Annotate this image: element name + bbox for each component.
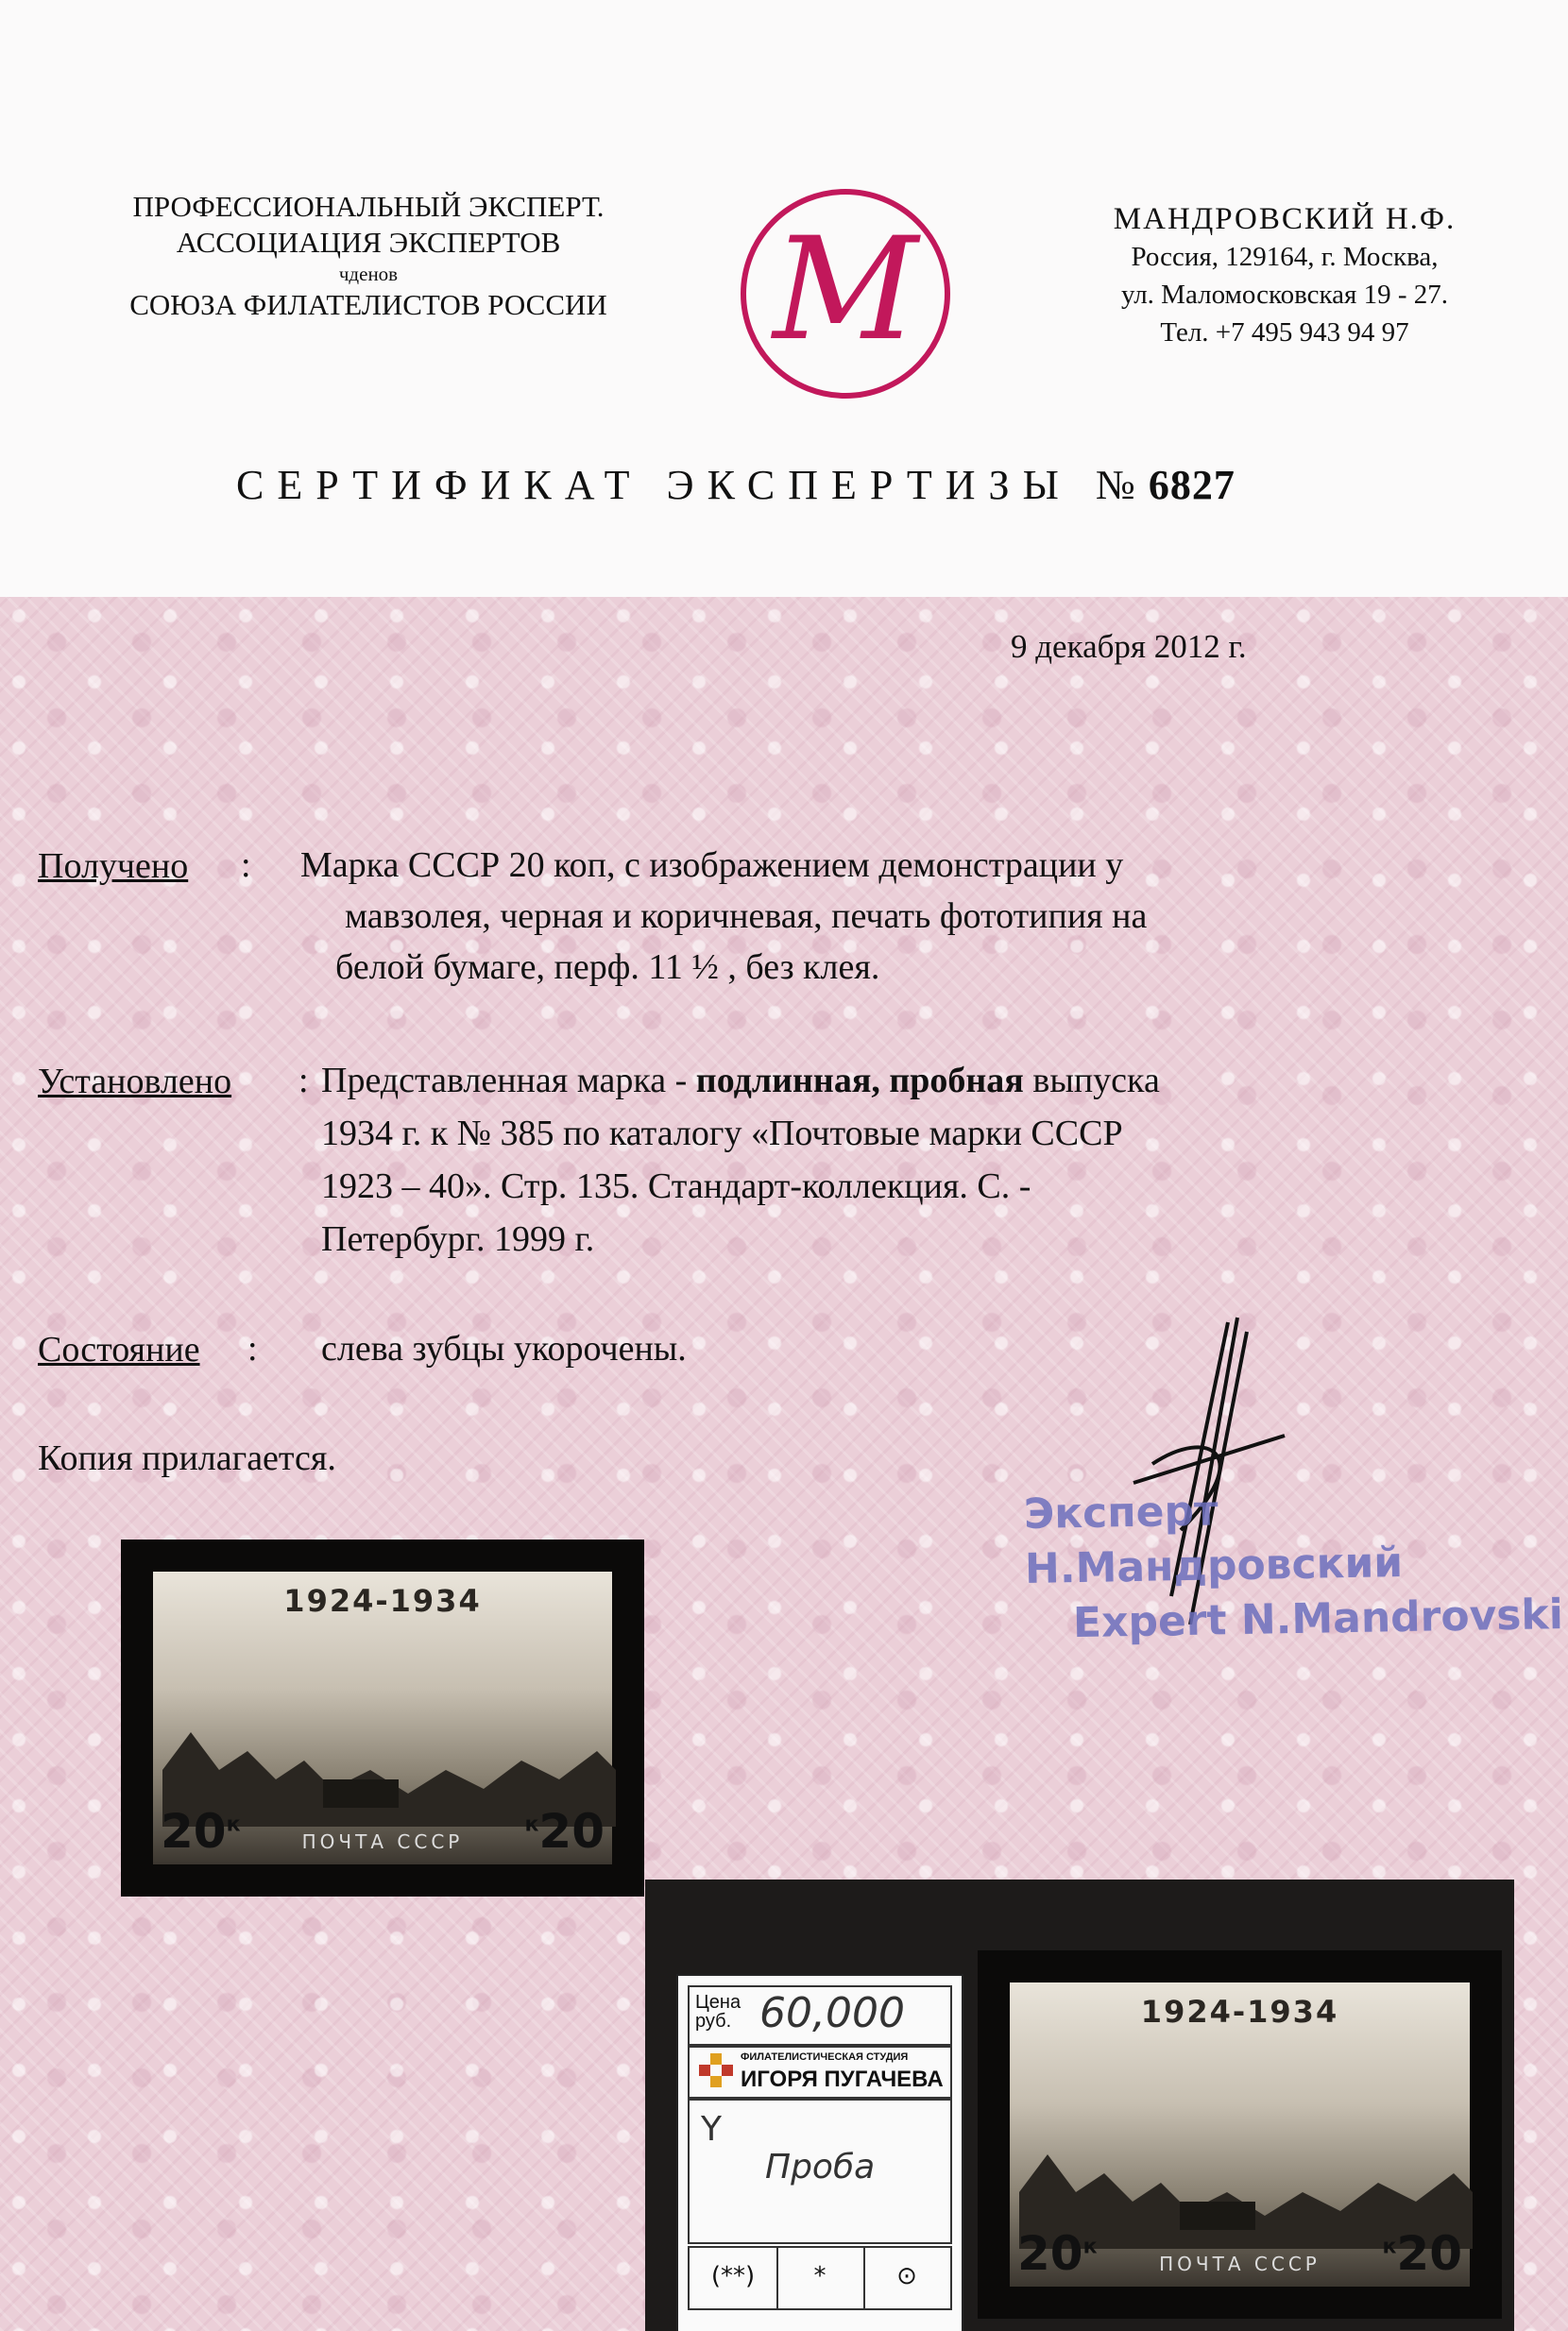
handwritten-mark: Y <box>701 2110 722 2149</box>
price-value: 60,000 <box>759 1989 905 2037</box>
stamp-value-right-number-2: 20 <box>1396 2226 1462 2281</box>
stamp-postal-text-2: ПОЧТА СССР <box>1159 2253 1321 2275</box>
cond-option-used: ⊙ <box>896 2262 917 2290</box>
monogram-logo <box>737 185 954 402</box>
org-line-4: СОЮЗА ФИЛАТЕЛИСТОВ РОССИИ <box>129 288 607 321</box>
logo-letter: М <box>773 208 918 372</box>
stamp-years: 1924-1934 <box>283 1583 482 1619</box>
stamp-value-right <box>524 1804 605 1859</box>
header-expert-contact <box>1039 200 1530 351</box>
expert-stamp <box>1024 1478 1568 1652</box>
header-organization <box>76 189 661 323</box>
established-colon: : <box>298 1061 309 1100</box>
stamp-value-left-number: 20 <box>161 1804 227 1859</box>
stamp-design <box>153 1572 612 1864</box>
stamp-value-left-unit-2: к <box>1082 2235 1098 2259</box>
price-label <box>695 1993 741 2031</box>
stamp-value-right-2 <box>1382 2226 1462 2281</box>
received-line-3: белой бумаге, перф. 11 ½ , без клея. <box>335 947 880 987</box>
price-label-2: руб. <box>695 2011 732 2032</box>
received-colon: : <box>241 845 251 885</box>
cond-option-mh: * <box>776 2248 865 2308</box>
established-verdict: подлинная, пробная <box>695 1061 1024 1100</box>
condition-label-text: Состояние <box>38 1330 200 1370</box>
stamp-years-2: 1924-1934 <box>1140 1994 1339 2030</box>
stamp-original-photo <box>978 1950 1502 2319</box>
condition-options-row <box>688 2246 952 2310</box>
established-line-3: 1923 – 40». Стр. 135. Стандарт-коллекция. С. - <box>321 1166 1031 1206</box>
studio-logo-icon <box>697 2051 735 2089</box>
stamp-value-right-unit: к <box>524 1812 539 1837</box>
established-line-2: 1934 г. к № 385 по каталогу «Почтовые марки СССР <box>321 1114 1123 1153</box>
expert-name: МАНДРОВСКИЙ Н.Ф. <box>1113 202 1457 236</box>
stamp-photo-copy <box>121 1540 644 1897</box>
received-label <box>38 845 188 887</box>
received-line-2: мавзолея, черная и коричневая, печать фототипия на <box>345 896 1148 936</box>
org-line-3: чденов <box>338 263 399 285</box>
stamp-value-left-number-2: 20 <box>1017 2226 1083 2281</box>
certificate-title <box>236 461 1464 509</box>
price-label-1: Цена <box>695 1992 741 2013</box>
condition-colon: : <box>247 1329 258 1369</box>
studio-caption: ФИЛАТЕЛИСТИЧЕСКАЯ СТУДИЯ <box>741 2051 909 2063</box>
certificate-date: 9 декабря 2012 г. <box>1011 628 1247 665</box>
established-line-1 <box>321 1055 1492 1106</box>
org-line-2: АССОЦИАЦИЯ ЭКСПЕРТОВ <box>176 226 561 259</box>
established-line-1-post: выпуска <box>1023 1061 1160 1100</box>
studio-name: ИГОРЯ ПУГАЧЕВА <box>741 2067 944 2092</box>
established-line-4: Петербург. 1999 г. <box>321 1219 595 1259</box>
price-row <box>688 1985 952 2046</box>
established-label <box>38 1061 231 1102</box>
cond-option-mnh: (**) <box>690 2248 778 2308</box>
expert-address-1: Россия, 129164, г. Москва, <box>1131 242 1439 272</box>
title-text: СЕРТИФИКАТ ЭКСПЕРТИЗЫ № <box>236 462 1149 508</box>
handwritten-note: Проба <box>765 2148 876 2186</box>
received-line-1: Марка СССР 20 коп, с изображением демонстрации у <box>300 845 1124 885</box>
expert-address-2: ул. Маломосковская 19 - 27. <box>1120 280 1448 310</box>
copy-note: Копия прилагается. <box>38 1438 336 1478</box>
notes-row <box>688 2099 952 2244</box>
stamp-value-left-unit: к <box>226 1812 241 1837</box>
certificate-number: 6827 <box>1148 462 1236 508</box>
stamp-postal-text: ПОЧТА СССР <box>301 1830 464 1853</box>
expert-stamp-line-1: Эксперт Н.Мандровский <box>1023 1487 1404 1594</box>
stamp-value-right-unit-2: к <box>1382 2235 1397 2259</box>
price-card <box>676 1974 963 2331</box>
org-line-1: ПРОФЕССИОНАЛЬНЫЙ ЭКСПЕРТ. <box>132 190 605 223</box>
established-label-text: Установлено <box>38 1062 232 1101</box>
stamp-value-right-number: 20 <box>538 1804 605 1859</box>
expert-stamp-line-2: Expert N.Mandrovski <box>1072 1591 1564 1648</box>
studio-row <box>688 2046 952 2099</box>
received-label-text: Получено <box>38 846 189 886</box>
condition-label <box>38 1329 200 1370</box>
condition-text: слева зубцы укорочены. <box>321 1329 687 1369</box>
stamp-design-2 <box>1010 1982 1470 2287</box>
expert-phone: Тел. +7 495 943 94 97 <box>1160 317 1409 348</box>
established-line-1-pre: Представленная марка - <box>321 1061 696 1100</box>
